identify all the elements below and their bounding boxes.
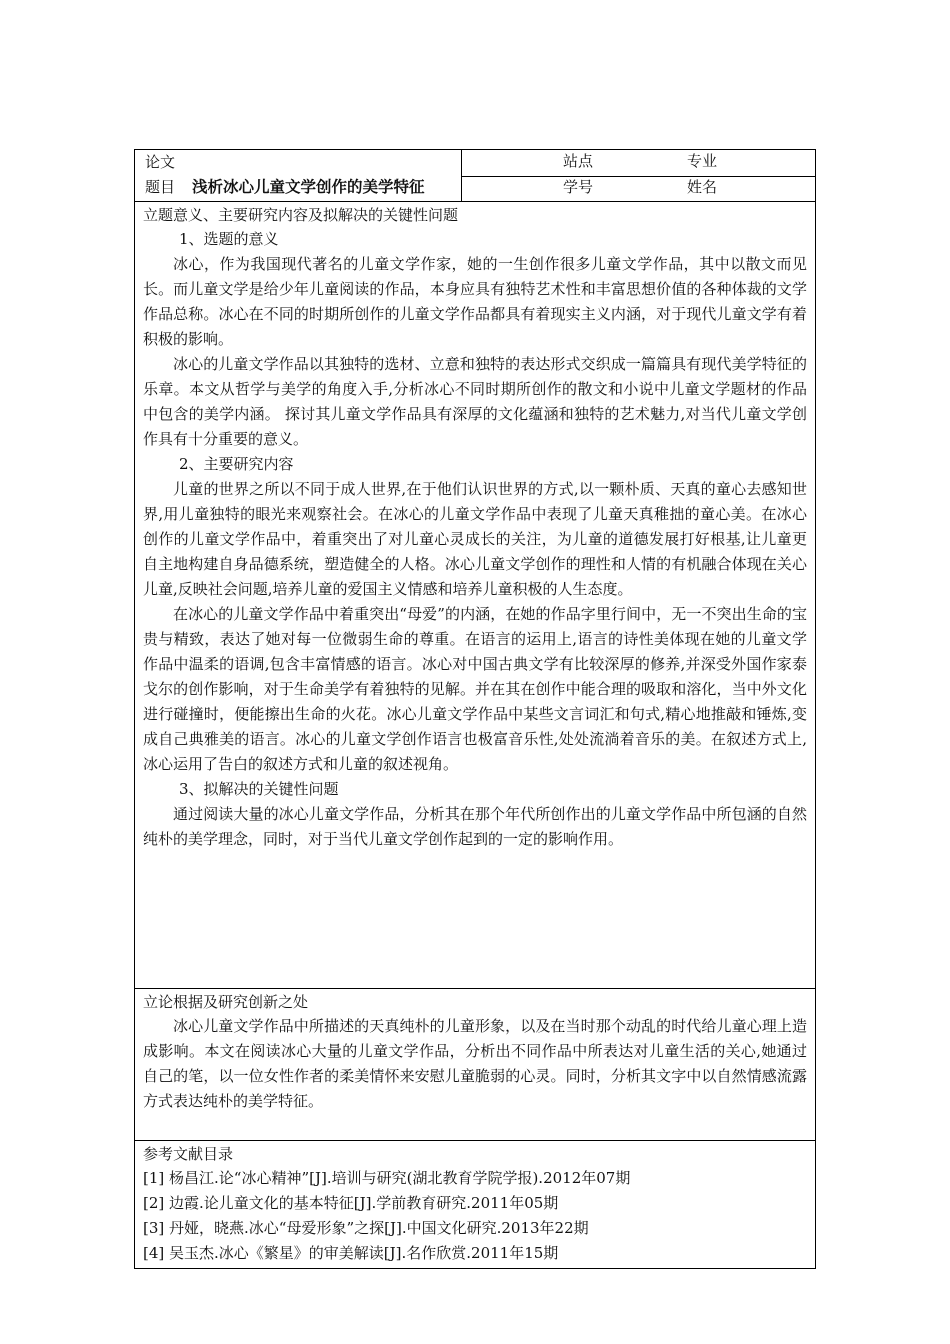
reference-item: [3] 丹娅，晓燕.冰心“母爱形象”之探[J].中国文化研究.2013年22期 [143,1219,589,1237]
paragraph: 冰心儿童文学作品中所描述的天真纯朴的儿童形象，以及在当时那个动乱的时代给儿童心理上造成影响。本文在阅读冰心大量的儿童文学作品，分析出不同作品中所表达对儿童生活的关心,她通过自己的笔，以一位女性作者的柔美情怀来安慰儿童脆弱的心灵。同时，分析其文字中以自然情感流露方式表达纯朴的美学特征。 [143,1017,807,1110]
subheading: 2、主要研究内容 [179,455,294,473]
title-cell [135,150,462,202]
reference-item: [4] 吴玉杰.冰心《繁星》的审美解读[J].名作欣赏.2011年15期 [143,1244,559,1262]
paragraph: 儿童的世界之所以不同于成人世界,在于他们认识世界的方式,以一颗朴质、天真的童心去感知世界,用儿童独特的眼光来观察社会。在冰心的儿童文学作品中表现了儿童天真稚拙的童心美。在冰心创作的儿童文学作品中，着重突出了对儿童心灵成长的关注，为儿童的道德发展打好根基,让儿童更自主地构建自身品德系统，塑造健全的人格。冰心儿童文学创作的理性和人情的有机融合体现在关心儿童,反映社会问题,培养儿童的爱国主义情感和培养儿童积极的人生态度。 [143,480,807,598]
paragraph: 在冰心的儿童文学作品中着重突出“母爱”的内涵，在她的作品字里行间中，无一不突出生命的宝贵与精致，表达了她对每一位微弱生命的尊重。在语言的运用上,语言的诗性美体现在她的儿童文学作品中温柔的语调,包含丰富情感的语言。冰心对中国古典文学有比较深厚的修养,并深受外国作家泰戈尔的创作影响，对于生命美学有着独特的见解。并在其在创作中能合理的吸取和溶化，当中外文化进行碰撞时，便能擦出生命的火花。冰心儿童文学作品中某些文言词汇和句式,精心地推敲和锤炼,变成自己典雅美的语言。冰心的儿童文学创作语言也极富音乐性,处处流淌着音乐的美。在叙述方式上,冰心运用了告白的叙述方式和儿童的叙述视角。 [143,605,807,773]
title-label-line2: 题目 [145,178,176,196]
paragraph: 冰心，作为我国现代著名的儿童文学作家，她的一生创作很多儿童文学作品，其中以散文而见长。而儿童文学是给少年儿童阅读的作品，本身应具有独特艺术性和丰富思想价值的各种体裁的文学作品总称。冰心在不同的时期所创作的儿童文学作品都具有着现实主义内涵，对于现代儿童文学有着积极的影响。 [143,255,807,348]
section-significance [135,202,815,989]
reference-item: [1] 杨昌江.论“冰心精神”[J].培训与研究(湖北教育学院学报).2012年07期 [143,1169,631,1187]
paragraph: 通过阅读大量的冰心儿童文学作品，分析其在那个年代所创作出的儿童文学作品中所包涵的自然纯朴的美学理念，同时，对于当代儿童文学创作起到的一定的影响作用。 [143,805,807,848]
site-label: 站点 [563,152,594,170]
section-heading: 立论根据及研究创新之处 [143,993,309,1011]
paragraph: 冰心的儿童文学作品以其独特的选材、立意和独特的表达形式交织成一篇篇具有现代美学特征的乐章。本文从哲学与美学的角度入手,分析冰心不同时期所创作的散文和小说中儿童文学题材的作品中包含的美学内涵。 探讨其儿童文学作品具有深厚的文化蕴涵和独特的艺术魅力,对当代儿童文学创作具有十分重要的意义。 [143,355,807,448]
thesis-title: 浅析冰心儿童文学创作的美学特征 [192,177,425,196]
proposal-document [134,149,816,1262]
name-label: 姓名 [687,178,718,196]
section-references [135,1141,815,1268]
major-label: 专业 [687,152,718,170]
student-id-label: 学号 [563,178,594,196]
header-row [135,150,815,202]
subheading: 3、拟解决的关键性问题 [179,780,339,798]
section-heading: 立题意义、主要研究内容及拟解决的关键性问题 [143,206,459,224]
title-label-line1: 论文 [145,153,176,171]
header-divider [461,176,815,177]
subheading: 1、选题的意义 [179,230,279,248]
reference-item: [2] 边霞.论儿童文化的基本特征[J].学前教育研究.2011年05期 [143,1194,559,1212]
proposal-table [134,149,816,1269]
section-basis-innovation [135,989,815,1141]
section-heading: 参考文献目录 [143,1145,234,1163]
